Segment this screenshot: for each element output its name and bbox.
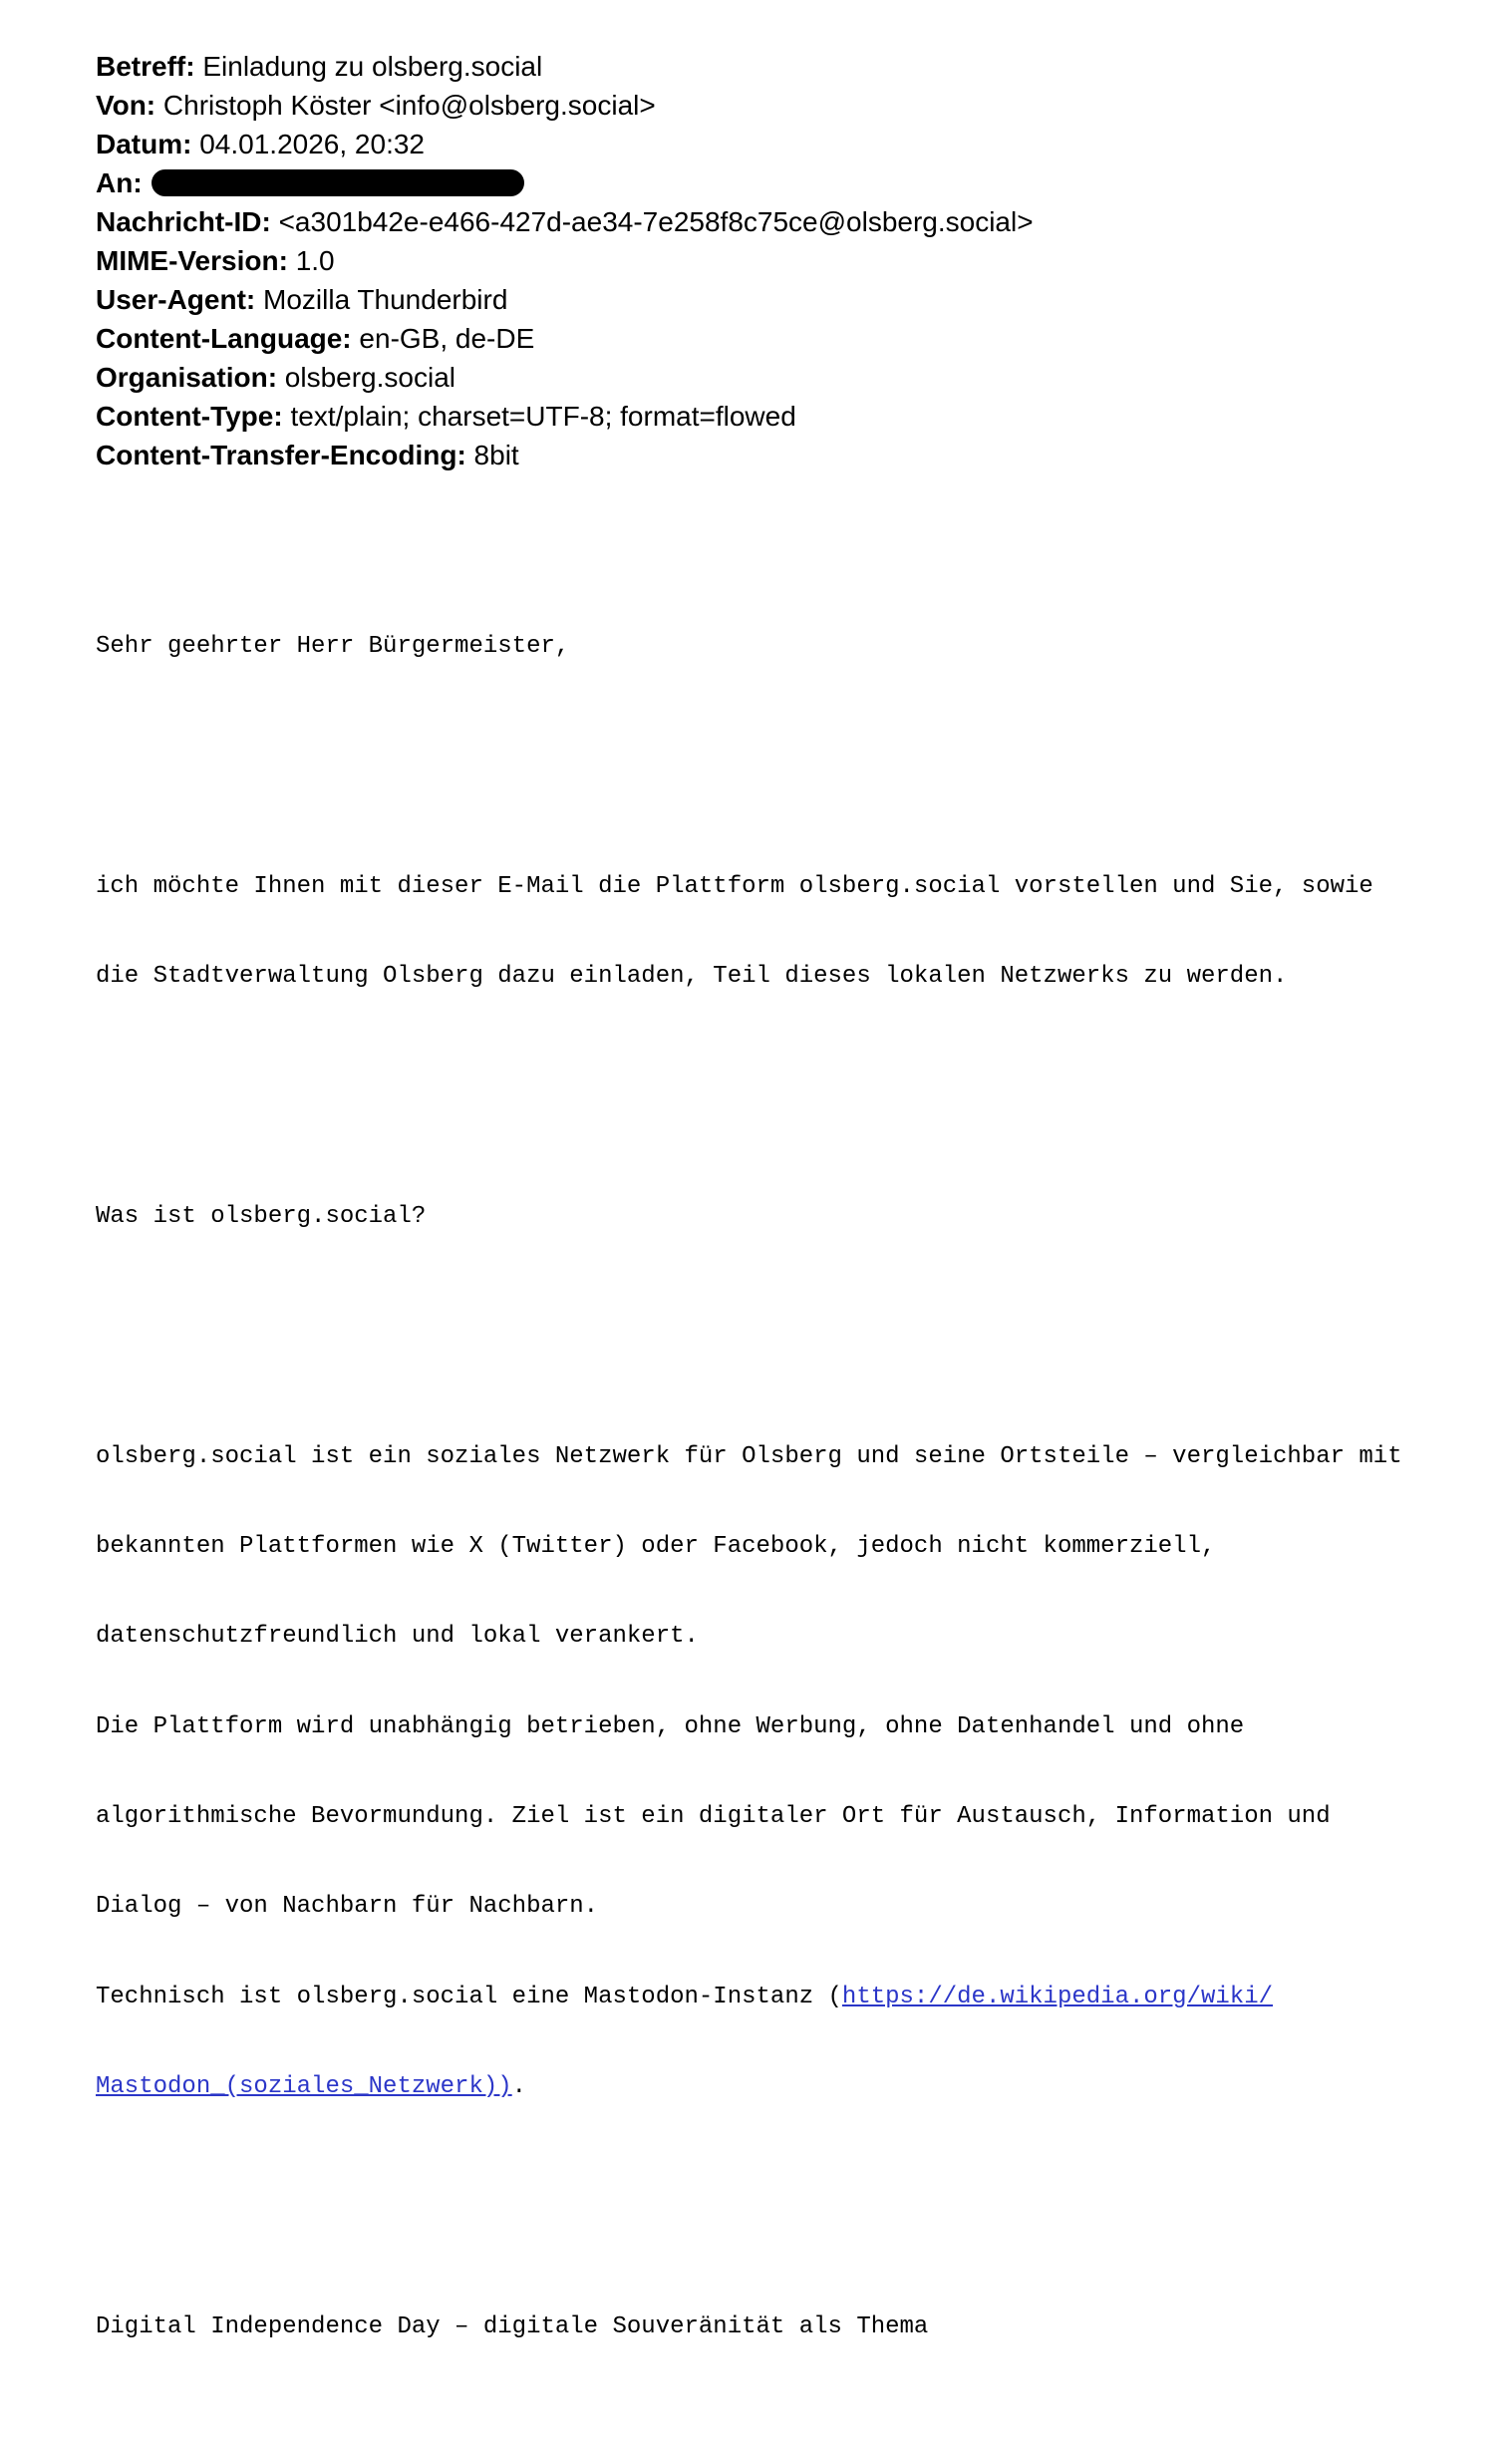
header-key: Von: [96,90,156,121]
header-value: 04.01.2026, 20:32 [199,129,425,159]
body-line: Digital Independence Day – digitale Souveränität als Thema [96,2312,929,2340]
body-line: Dialog – von Nachbarn für Nachbarn. [96,1893,599,1921]
header-transfer-encoding [96,436,1034,474]
header-content-type [96,397,1034,436]
header-value: text/plain; charset=UTF-8; format=flowed [290,401,796,432]
wikipedia-link[interactable]: Mastodon_(soziales_Netzwerk)) [96,2072,512,2100]
header-value: Mozilla Thunderbird [263,284,508,315]
header-value: 1.0 [295,245,335,276]
header-key: An: [96,167,143,198]
body-line: datenschutzfreundlich und lokal verankert. [96,1623,699,1651]
header-value: <a301b42e-e466-427d-ae34-7e258f8c75ce@olsberg.social> [278,206,1034,237]
greeting-paragraph [96,572,1402,722]
header-organisation [96,358,1034,397]
header-value: 8bit [473,440,519,470]
body-line: algorithmische Bevormundung. Ziel ist ein digitaler Ort für Austausch, Information und [96,1803,1331,1831]
question-heading [96,1142,1402,1292]
header-mime-version [96,241,1034,280]
body-line: Die Plattform wird unabhängig betrieben, ohne Werbung, ohne Datenhandel und ohne [96,1712,1245,1740]
header-key: MIME-Version: [96,245,288,276]
body-text-fragment: Technisch ist olsberg.social eine Mastodon-Instanz ( [96,1983,842,2010]
body-text-fragment: . [511,2072,527,2100]
email-body [96,512,1402,2462]
header-from [96,86,1034,125]
header-value: Christoph Köster <info@olsberg.social> [162,90,656,121]
body-line [96,2072,1402,2102]
email-headers [96,47,1034,474]
wikipedia-link[interactable]: https://de.wikipedia.org/wiki/ [841,1983,1273,2010]
body-line: Sehr geehrter Herr Bürgermeister, [96,633,570,661]
body-line: die Stadtverwaltung Olsberg dazu einladen, Teil dieses lokalen Netzwerks zu werden. [96,963,1288,991]
header-value: en-GB, de-DE [359,323,535,354]
header-key: Content-Transfer-Encoding: [96,440,466,470]
header-message-id [96,202,1034,241]
intro-paragraph [96,812,1402,1053]
body-line: bekannten Plattformen wie X (Twitter) oder Facebook, jedoch nicht kommerziell, [96,1533,1216,1561]
header-subject [96,47,1034,86]
header-content-language [96,319,1034,358]
header-date [96,125,1034,163]
header-key: Content-Type: [96,401,283,432]
description-paragraph [96,1383,1402,2162]
header-key: Content-Language: [96,323,352,354]
redaction-bar [151,169,524,196]
header-key: Nachricht-ID: [96,206,271,237]
body-line: Was ist olsberg.social? [96,1203,427,1231]
body-line: ich möchte Ihnen mit dieser E-Mail die Plattform olsberg.social vorstellen und Sie, sowie [96,873,1373,901]
body-line: olsberg.social ist ein soziales Netzwerk für Olsberg und seine Ortsteile – vergleichbar mit [96,1442,1402,1470]
header-key: Datum: [96,129,192,159]
header-value: Einladung zu olsberg.social [202,51,543,82]
header-key: User-Agent: [96,284,256,315]
header-key: Organisation: [96,362,278,393]
section-heading [96,2252,1402,2401]
header-to [96,163,1034,202]
header-user-agent [96,280,1034,319]
header-key: Betreff: [96,51,195,82]
body-line [96,1983,1402,2012]
header-value: olsberg.social [284,362,455,393]
